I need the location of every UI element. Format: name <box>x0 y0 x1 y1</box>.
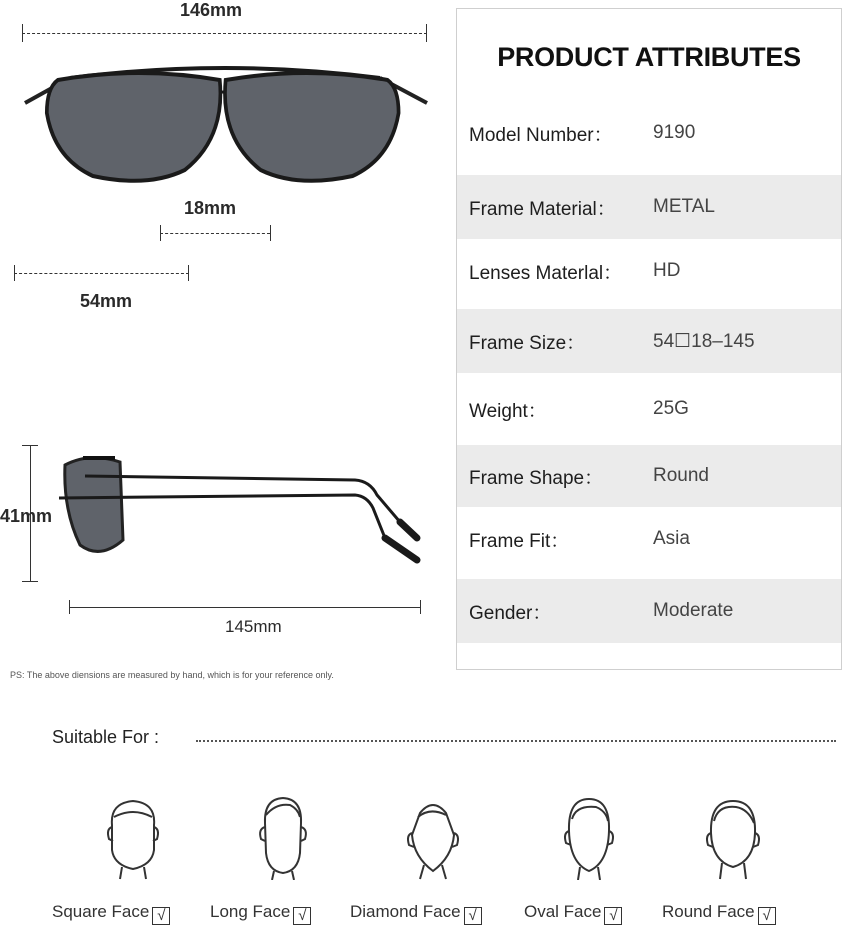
temple-length-line <box>69 607 421 608</box>
check-icon: √ <box>604 907 622 925</box>
attr-row-frame-shape <box>457 445 841 507</box>
temple-length-tick-right <box>420 600 421 614</box>
attr-row-gender <box>457 579 841 643</box>
attr-row-frame-size <box>457 309 841 373</box>
square-face-icon <box>100 795 166 880</box>
check-icon: √ <box>152 907 170 925</box>
oval-face-label <box>524 902 622 925</box>
attr-row-lens-material <box>457 239 841 303</box>
check-icon: √ <box>758 907 776 925</box>
measurement-note: PS: The above diensions are measured by hand, which is for your reference only. <box>10 670 334 680</box>
face-label-text: Square Face <box>52 902 150 921</box>
bridge-tick-right <box>270 225 271 241</box>
glasses-front-icon <box>15 58 435 193</box>
total-width-line <box>22 33 427 34</box>
attr-value: Round <box>653 465 709 486</box>
face-label-text: Oval Face <box>524 902 602 921</box>
suitable-title: Suitable For : <box>52 727 160 747</box>
attr-row-frame-material <box>457 175 841 239</box>
attr-value: Moderate <box>653 600 734 621</box>
attr-label: Frame Material： <box>469 198 616 220</box>
bridge-tick-left <box>160 225 161 241</box>
attr-label: Model Number： <box>469 124 613 146</box>
lens-width-tick-left <box>14 265 15 281</box>
attributes-panel <box>456 8 842 670</box>
diamond-face-label <box>350 902 482 925</box>
temple-length-label: 145mm <box>225 617 282 636</box>
lens-height-tick-bottom <box>22 581 38 582</box>
round-face-label <box>662 902 776 925</box>
diamond-face-icon <box>400 795 466 880</box>
face-label-text: Diamond Face <box>350 902 461 921</box>
lens-width-label: 54mm <box>80 291 133 311</box>
square-face-label <box>52 902 170 925</box>
attr-label: Gender： <box>469 602 552 624</box>
attr-value: 9190 <box>653 122 696 143</box>
round-face-icon <box>700 795 766 880</box>
temple-length-tick-left <box>69 600 70 614</box>
bridge-label: 18mm <box>184 198 237 218</box>
attr-label: Frame Shape： <box>469 467 604 489</box>
total-width-tick-right <box>426 24 427 42</box>
attr-label: Lenses Materlal： <box>469 262 623 284</box>
total-width-label: 146mm <box>180 0 243 20</box>
attr-row-weight <box>457 374 841 444</box>
attr-value: HD <box>653 260 681 281</box>
bridge-line <box>160 233 270 234</box>
attr-value: 25G <box>653 398 689 419</box>
face-label-text: Round Face <box>662 902 755 921</box>
lens-width-line <box>14 273 189 274</box>
attr-label: Frame Size： <box>469 332 586 354</box>
face-label-text: Long Face <box>210 902 291 921</box>
attr-row-model <box>457 103 841 163</box>
attr-label: Weight： <box>469 400 547 422</box>
oval-face-icon <box>556 795 622 880</box>
lens-height-tick-top <box>22 445 38 446</box>
lens-width-tick-right <box>188 265 189 281</box>
long-face-label <box>210 902 311 925</box>
attr-value: Asia <box>653 528 690 549</box>
check-icon: √ <box>464 907 482 925</box>
glasses-side-icon <box>55 450 425 565</box>
attr-value: 54☐18–145 <box>653 330 755 352</box>
total-width-tick-left <box>22 24 23 42</box>
check-icon: √ <box>293 907 311 925</box>
attr-label: Frame Fit： <box>469 530 570 552</box>
attr-value: METAL <box>653 196 715 217</box>
attr-row-frame-fit <box>457 507 841 571</box>
attributes-title: PRODUCT ATTRIBUTES <box>497 42 801 72</box>
lens-height-label: 41mm <box>0 506 53 526</box>
long-face-icon <box>250 795 316 880</box>
suitable-divider <box>196 740 836 742</box>
